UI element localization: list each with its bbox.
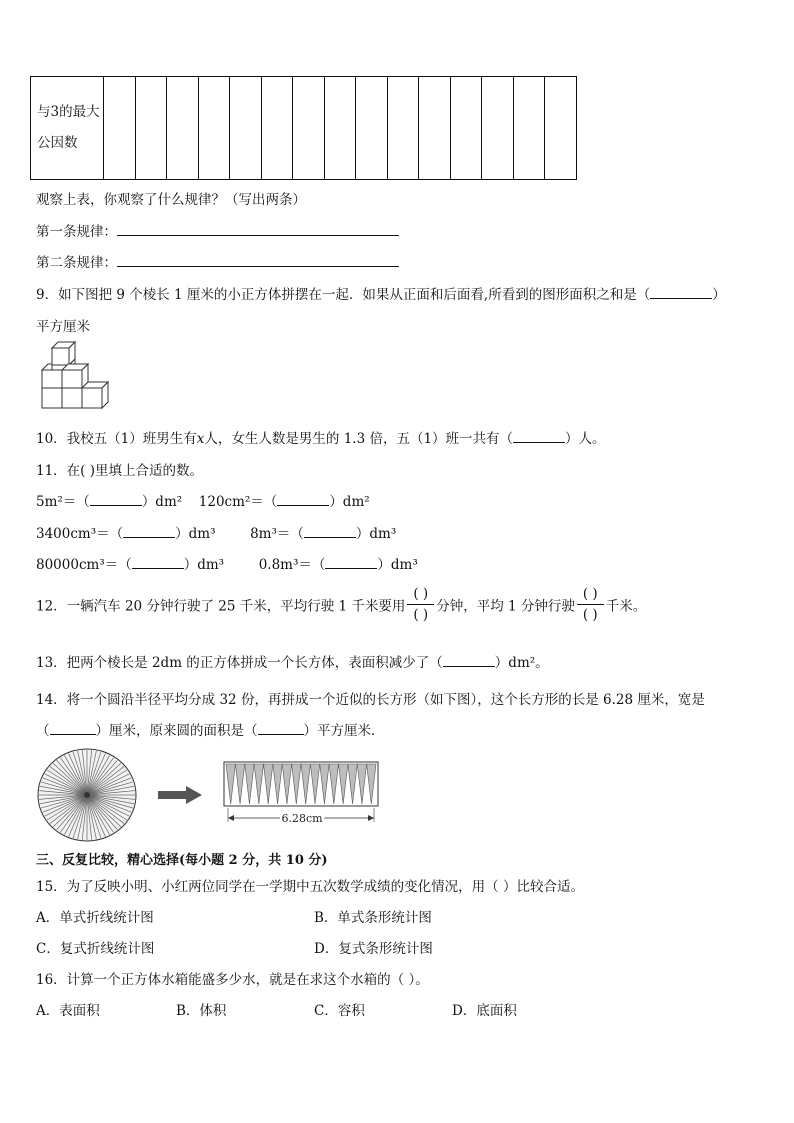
answer-cell[interactable] [198, 77, 230, 180]
q10-text-c: ）人。 [565, 431, 606, 447]
question-12 [36, 586, 646, 623]
q16-option-b[interactable]: B．体积 [176, 1003, 227, 1019]
answer-cell[interactable] [167, 77, 199, 180]
q12-frac1-den: ( ) [413, 607, 429, 623]
q12-text-c: 千米。 [605, 598, 647, 615]
q13-blank[interactable] [443, 666, 495, 667]
q11-r3-c: 0.8m³＝（ [258, 557, 326, 573]
q11-blank-1[interactable] [90, 505, 142, 506]
q11-blank-4[interactable] [304, 537, 356, 538]
q14-open: （ [36, 723, 50, 739]
question-15: 15．为了反映小明、小红两位同学在一学期中五次数学成绩的变化情况，用（ ）比较合适。 [36, 879, 584, 895]
rule-1-label: 第一条规律： [36, 224, 117, 240]
q11-blank-3[interactable] [123, 537, 175, 538]
q11-r1-b: ）dm² [141, 494, 183, 510]
q13-text-a: 13．把两个棱长是 2dm 的正方体拼成一个长方体，表面积减少了（ [36, 655, 443, 671]
table-row [31, 77, 577, 180]
q15-option-a[interactable]: A．单式折线统计图 [36, 910, 154, 926]
q16-option-c[interactable]: C．容积 [314, 1003, 365, 1019]
question-10 [36, 427, 606, 447]
question-9 [36, 283, 726, 303]
q10-text-a: 10．我校五（1）班男生有 [36, 431, 197, 447]
answer-cell[interactable] [356, 77, 388, 180]
q9-blank[interactable] [650, 298, 712, 299]
rule-1-blank[interactable] [117, 235, 399, 236]
answer-cell[interactable] [135, 77, 167, 180]
q11-r3-b: ）dm³ [183, 557, 225, 573]
dimension-label: 6.28cm [281, 812, 323, 825]
q16-option-a[interactable]: A．表面积 [36, 1003, 100, 1019]
q16-option-d[interactable]: D．底面积 [452, 1003, 517, 1019]
q15-option-b[interactable]: B．单式条形统计图 [314, 910, 432, 926]
q10-text-b: 人，女生人数是男生的 1.3 倍，五（1）班一共有（ [204, 431, 514, 447]
q11-blank-5[interactable] [132, 568, 184, 569]
rule-2-blank[interactable] [117, 266, 399, 267]
q12-frac1-num: ( ) [407, 586, 434, 605]
answer-cell[interactable] [450, 77, 482, 180]
q11-r3-a: 80000cm³＝（ [36, 557, 132, 573]
rule-1 [36, 220, 399, 240]
rule-2-label: 第二条规律： [36, 255, 117, 271]
section-3-title: 三、反复比较，精心选择(每小题 2 分，共 10 分) [36, 853, 328, 868]
q11-row-3 [36, 553, 418, 573]
q11-r3-d: ）dm³ [377, 557, 418, 573]
answer-cell[interactable] [104, 77, 136, 180]
observe-prompt: 观察上表，你观察了什么规律？（写出两条） [36, 192, 306, 208]
q11-r1-a: 5m²＝（ [36, 494, 90, 510]
question-16: 16．计算一个正方体水箱能盛多少水，就是在求这个水箱的（ ）。 [36, 972, 429, 988]
q11-blank-6[interactable] [325, 568, 377, 569]
answer-cell[interactable] [482, 77, 514, 180]
gcd-table [30, 76, 577, 180]
q11-row-1 [36, 490, 370, 510]
rearranged-rectangle-figure [222, 760, 382, 828]
answer-cell[interactable] [293, 77, 325, 180]
q12-frac2-den: ( ) [582, 607, 598, 623]
q10-blank[interactable] [513, 442, 565, 443]
q10-variable: x [196, 431, 205, 447]
question-11-title: 11．在( )里填上合适的数。 [36, 463, 204, 479]
q11-r2-c: 8m³＝（ [250, 526, 304, 542]
answer-cell[interactable] [513, 77, 545, 180]
rule-2 [36, 251, 399, 271]
q15-option-d[interactable]: D．复式条形统计图 [314, 941, 433, 957]
answer-cell[interactable] [324, 77, 356, 180]
q11-r1-c: 120cm²＝（ [198, 494, 278, 510]
q14-text-c: ）厘米，原来圆的面积是（ [95, 723, 258, 739]
q14-line-2 [36, 719, 385, 739]
q11-r2-d: ）dm³ [355, 526, 397, 542]
answer-cell[interactable] [545, 77, 577, 180]
q9-unit: 平方厘米 [36, 319, 90, 335]
right-arrow-icon [158, 786, 202, 804]
q9-close: ） [712, 287, 726, 303]
q11-r1-d: ）dm² [329, 494, 370, 510]
q11-blank-2[interactable] [277, 505, 329, 506]
answer-cell[interactable] [261, 77, 293, 180]
q15-option-c[interactable]: C．复式折线统计图 [36, 941, 155, 957]
q12-text-b: 分钟，平均 1 分钟行驶 [436, 598, 575, 615]
q12-fraction-2[interactable] [577, 586, 604, 623]
cube-stack-figure [40, 338, 115, 413]
q11-r2-a: 3400cm³＝（ [36, 526, 124, 542]
q11-r2-b: ）dm³ [175, 526, 216, 542]
q14-blank-1[interactable] [50, 734, 96, 735]
q13-text-b: ）dm²。 [494, 655, 549, 671]
q12-fraction-1[interactable] [407, 586, 434, 623]
q12-frac2-num: ( ) [577, 586, 604, 605]
q14-text-d: ）平方厘米． [303, 723, 385, 739]
row-label: 与3的最大公因数 [31, 77, 104, 180]
answer-cell[interactable] [419, 77, 451, 180]
q14-blank-2[interactable] [258, 734, 304, 735]
answer-cell[interactable] [230, 77, 262, 180]
q9-text: 9．如下图把 9 个棱长 1 厘米的小正方体拼摆在一起．如果从正面和后面看,所看到的图形面积之和是（ [36, 287, 651, 303]
question-14: 14．将一个圆沿半径平均分成 32 份，再拼成一个近似的长方形（如下图），这个长方形的长是 6.28 厘米，宽是 [36, 692, 705, 708]
answer-cell[interactable] [387, 77, 419, 180]
question-13 [36, 651, 549, 671]
q12-text-a: 12．一辆汽车 20 分钟行驶了 25 千米，平均行驶 1 千米要用 [36, 598, 406, 615]
q11-row-2 [36, 522, 396, 542]
divided-circle-figure [36, 747, 138, 843]
